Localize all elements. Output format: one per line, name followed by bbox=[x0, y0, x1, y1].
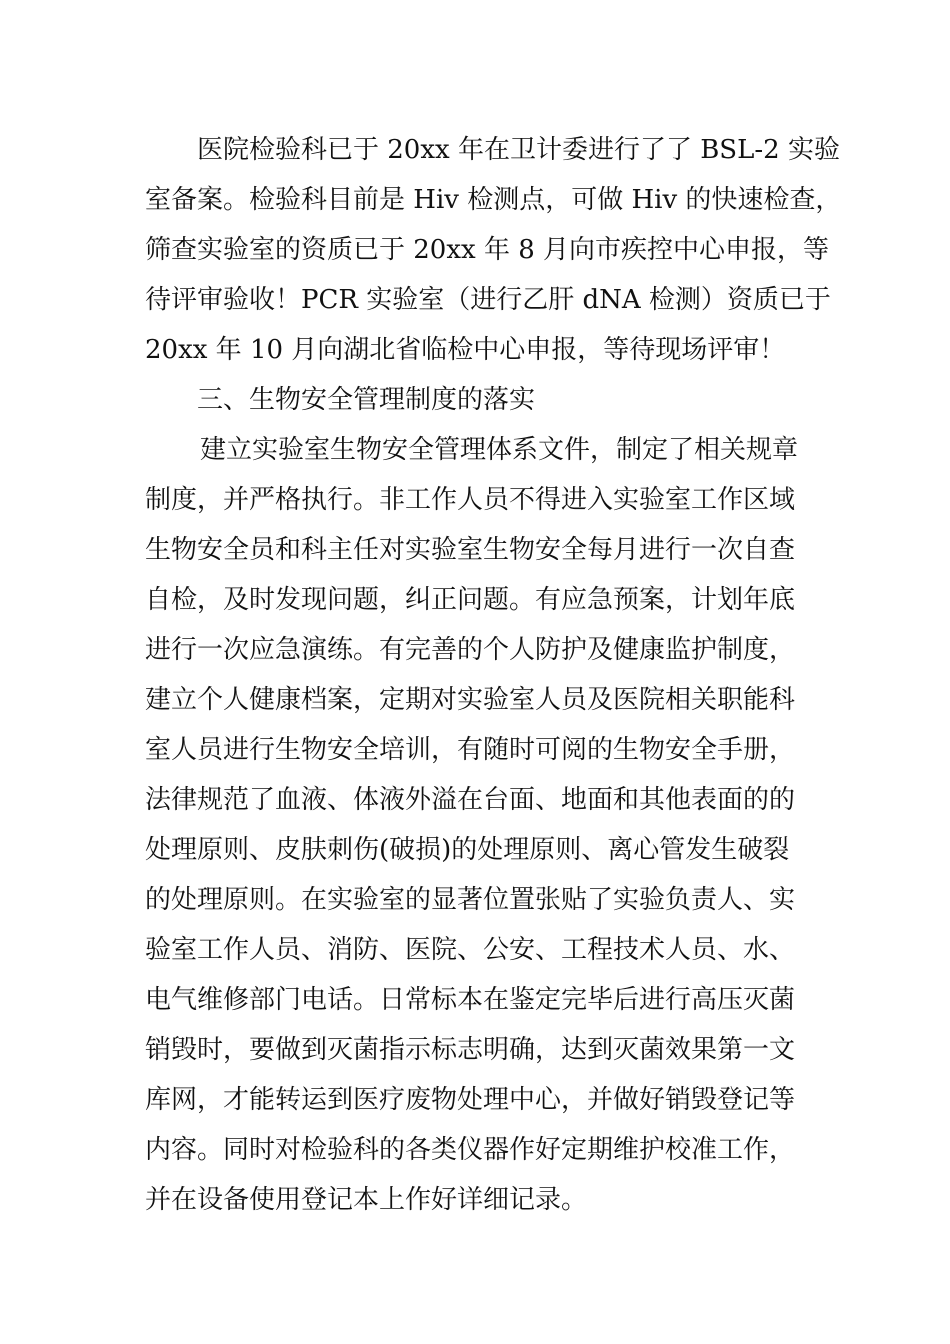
text-line: 建立实验室生物安全管理体系文件，制定了相关规章 bbox=[200, 435, 799, 465]
text-line: 并在设备使用登记本上作好详细记录。 bbox=[145, 1185, 588, 1215]
text-line: 验室工作人员、消防、医院、公安、工程技术人员、水、 bbox=[145, 935, 796, 965]
text-line: 的处理原则。在实验室的显著位置张贴了实验负责人、实 bbox=[145, 885, 796, 915]
text-line: 库网，才能转运到医疗废物处理中心，并做好销毁登记等 bbox=[145, 1085, 796, 1115]
text-line: 制度，并严格执行。非工作人员不得进入实验室工作区域 bbox=[145, 485, 796, 515]
text-line: 电气维修部门电话。日常标本在鉴定完毕后进行高压灭菌 bbox=[145, 985, 796, 1015]
text-line: 生物安全员和科主任对实验室生物安全每月进行一次自查 bbox=[145, 535, 796, 565]
text-line: 待评审验收！PCR 实验室（进行乙肝 dNA 检测）资质已于 bbox=[145, 285, 831, 315]
text-line: 室人员进行生物安全培训，有随时可阅的生物安全手册， bbox=[145, 735, 796, 765]
text-line: 医院检验科已于 20xx 年在卫计委进行了了 BSL-2 实验 bbox=[197, 135, 840, 165]
text-line: 筛查实验室的资质已于 20xx 年 8 月向市疾控中心申报，等 bbox=[145, 235, 830, 265]
text-line: 内容。同时对检验科的各类仪器作好定期维护校准工作， bbox=[145, 1135, 796, 1165]
text-line: 处理原则、皮肤刺伤(破损)的处理原则、离心管发生破裂 bbox=[145, 835, 790, 865]
text-line: 销毁时，要做到灭菌指示标志明确，达到灭菌效果第一文 bbox=[145, 1035, 796, 1065]
section-heading: 三、生物安全管理制度的落实 bbox=[197, 385, 536, 415]
text-line: 20xx 年 10 月向湖北省临检中心申报，等待现场评审！ bbox=[145, 335, 786, 365]
text-line: 室备案。检验科目前是 Hiv 检测点，可做 Hiv 的快速检查， bbox=[145, 185, 842, 215]
text-line: 自检，及时发现问题，纠正问题。有应急预案，计划年底 bbox=[145, 585, 796, 615]
text-line: 法律规范了血液、体液外溢在台面、地面和其他表面的的 bbox=[145, 785, 796, 815]
text-line: 进行一次应急演练。有完善的个人防护及健康监护制度， bbox=[145, 635, 796, 665]
text-line: 建立个人健康档案，定期对实验室人员及医院相关职能科 bbox=[145, 685, 796, 715]
